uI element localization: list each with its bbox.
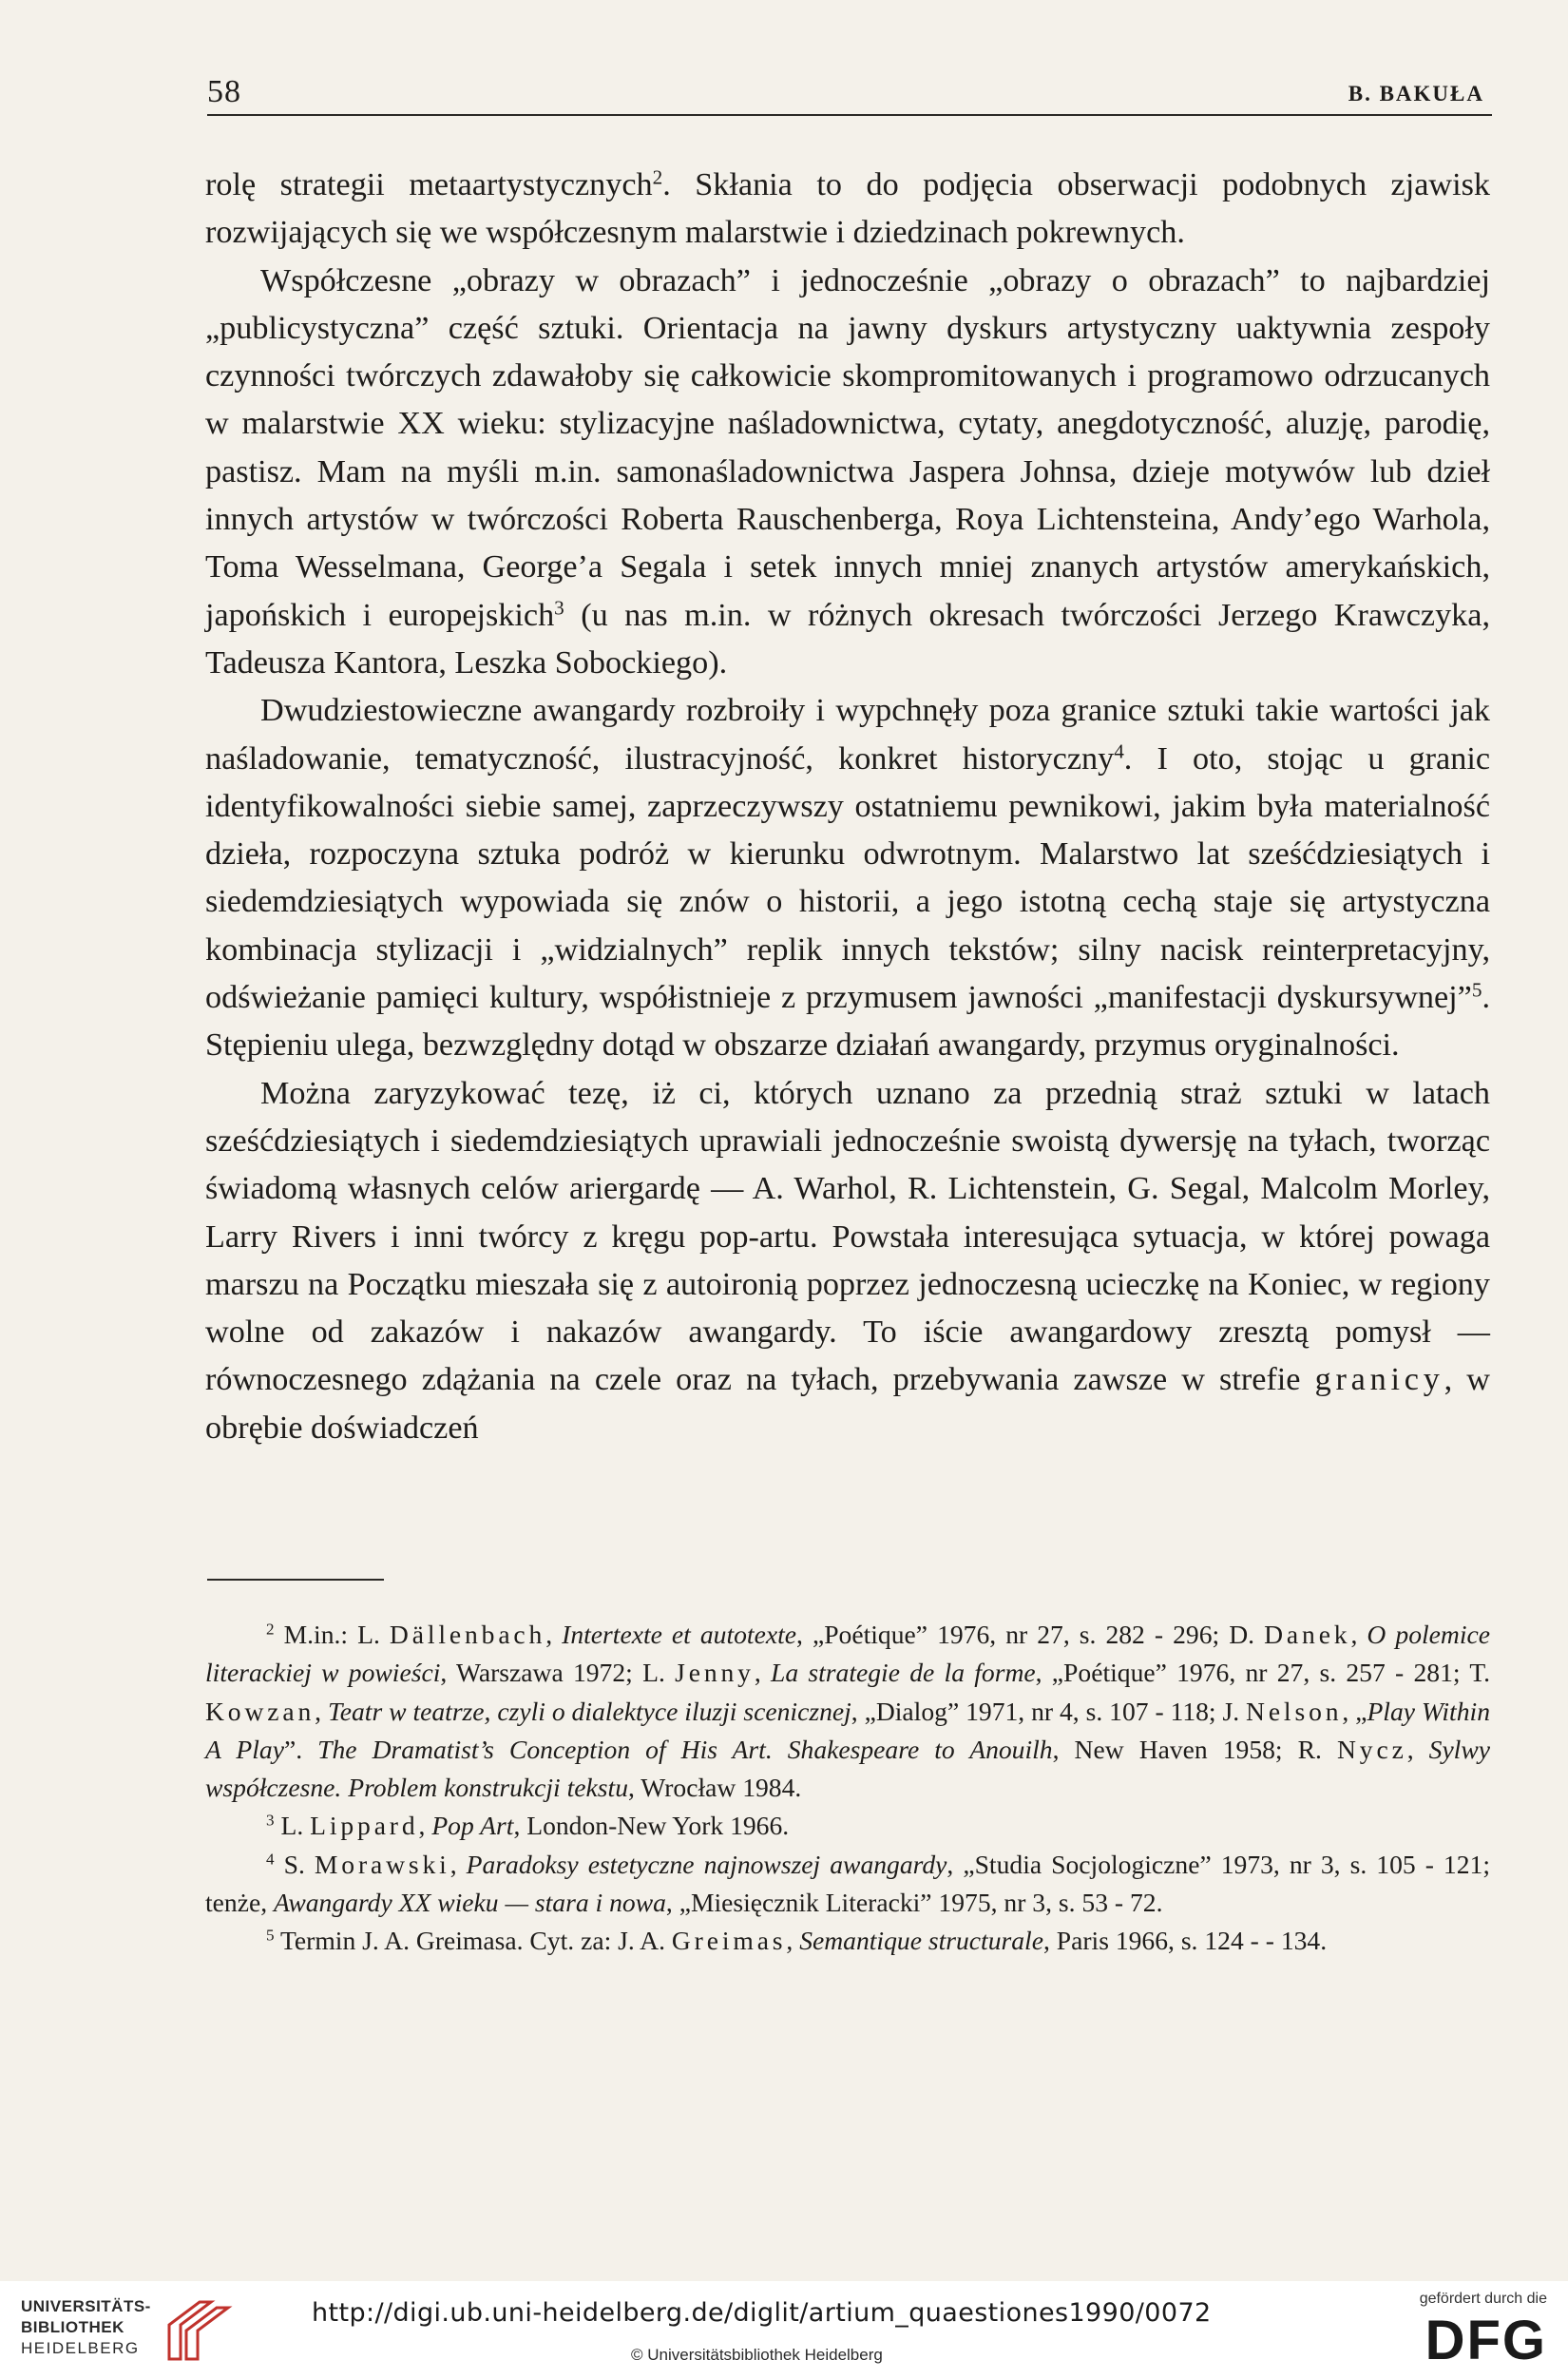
spaced-name: Morawski xyxy=(314,1849,450,1879)
body-text xyxy=(205,162,1490,1452)
text-run: , xyxy=(418,1811,432,1841)
text-run: , xyxy=(786,1926,800,1956)
text-run: , xyxy=(315,1696,328,1726)
italic-title: Teatr w teatrze, czyli o dialektyce iluzji scenicznej xyxy=(327,1696,851,1726)
text-run: M.in.: L. xyxy=(274,1620,390,1649)
footnote-separator xyxy=(207,1579,384,1581)
dfg-block xyxy=(1405,2291,1547,2371)
text-run: , xyxy=(754,1658,771,1688)
paragraph xyxy=(205,1070,1490,1452)
italic-title: Sylwy współczesne. Problem konstrukcji tekstu xyxy=(205,1734,1491,1803)
italic-title: Paradoksy estetyczne najnowszej awangardy xyxy=(466,1849,947,1879)
library-name-line: UNIVERSITÄTS- xyxy=(21,2297,151,2315)
text-run: , London-New York 1966. xyxy=(513,1811,790,1841)
text-run: Współczesne „obrazy w obrazach” i jednocześnie „obrazy o obrazach” to najbardziej „publicystyczna” część sztuki. Orientacja na jawny dyskurs artystyczny uaktywnia zespoły czynności twórczych zdawałoby się całkowicie skompromitowanych i programowo odrzucanych w malarstwie XX wieku: stylizacyjne naśladownictwa, cytaty, anegdotyczność, aluzję, parodię, pastisz. Mam na myśli m.in. samonaśladownictwa Jaspera Johnsa, dzieje motywów lub dzieł innych artystów w twórczości Roberta Rauschenberga, Roya Lichtensteina, Andy’ego Warhola, Toma Wesselmana, George’a Segala i setek innych mniej znanych artystów amerykańskich, japońskich i europejskich xyxy=(205,262,1490,633)
spaced-name: Greimas xyxy=(671,1926,787,1956)
italic-title: Semantique structurale xyxy=(799,1926,1043,1956)
text-run: Dwudziestowieczne awangardy rozbroiły i wypchnęły poza granice sztuki takie wartości jak naśladowanie, tematyczność, ilustracyjność, konkret historyczny xyxy=(205,693,1490,777)
library-logo xyxy=(21,2296,258,2368)
library-name-line: BIBLIOTHEK xyxy=(21,2318,124,2336)
text-run: , Warszawa 1972; L. xyxy=(440,1658,676,1688)
text-run: Można zaryzykować tezę, iż ci, których uznano za przednią straż sztuki w latach sześćdziesiątych i siedemdziesiątych uprawiali jednocześnie swoistą dywersję na tyłach, tworząc świadomą własnych celów ariergardę — A. Warhol, R. Lichtenstein, G. Segal, Malcolm Morley, Larry Rivers i inni twórcy z kręgu pop-artu. Powstała interesująca sytuacja, w której powaga marszu na Początku mieszała się z autoironią poprzez jednoczesną ucieczkę na Koniec, w regiony wolne od zakazów i nakazów awangardy. To iście awangardowy zresztą pomysł — równoczesnego zdążania na czele oraz na tyłach, przebywania zawsze w strefie xyxy=(205,1075,1490,1398)
copyright-notice: © Universitätsbibliothek Heidelberg xyxy=(631,2346,883,2364)
text-run: , w obrębie doświadczeń xyxy=(205,1362,1490,1446)
text-run: , xyxy=(1406,1734,1429,1764)
text-run: , Paris 1966, s. 124 - - 134. xyxy=(1042,1926,1328,1956)
italic-title: Intertexte et autotexte xyxy=(562,1620,797,1649)
note-reference: 4 xyxy=(266,1850,275,1869)
text-run: , xyxy=(1350,1620,1367,1649)
spaced-name: Nycz xyxy=(1337,1734,1407,1764)
text-run: . I oto, stojąc u granic identyfikowalności siebie samej, zaprzeczywszy ostatniemu pewnikowi, jakim była materialność dzieła, rozpoczyna sztuka podróż w kierunku odwrotnym. Malarstwo lat sześćdziesiątych i siedemdziesiątych wypowiada się znów o historii, a jego istotną cechą staje się artystyczna kombinacja stylizacji i „widzialnych” replik innych tekstów; silny nacisk reinterpretacyjny, odświeżanie pamięci kultury, współistnieje z przymusem jawności „manifestacji dyskursywnej” xyxy=(205,740,1490,1016)
spaced-name: Dällenbach xyxy=(389,1620,546,1649)
spaced-name: Lippard xyxy=(310,1811,419,1841)
page-number: 58 xyxy=(207,74,241,109)
library-emblem-icon xyxy=(162,2296,238,2365)
text-run: . Stępieniu ulega, bezwzględny dotąd w obszarze działań awangardy, przymus oryginalności. xyxy=(205,980,1490,1064)
italic-title: O polemice literackiej w powieści xyxy=(205,1620,1490,1688)
italic-title: La strategie de la forme xyxy=(770,1658,1036,1688)
text-run: , „Studia Socjologiczne” 1973, nr 3, s. 105 - 121; tenże, xyxy=(205,1849,1490,1918)
text-run: , Wrocław 1984. xyxy=(628,1773,802,1803)
note-reference: 3 xyxy=(554,596,564,620)
italic-title: Pop Art xyxy=(431,1811,514,1841)
spaced-name: Jenny xyxy=(675,1658,755,1688)
paragraph xyxy=(205,687,1490,1069)
note-reference: 4 xyxy=(1114,739,1124,762)
funding-note: gefördert durch die xyxy=(1419,2291,1547,2307)
text-run: (u nas m.in. w różnych okresach twórczości Jerzego Krawczyka, Tadeusza Kantora, Leszka Sobockiego). xyxy=(205,597,1490,681)
note-reference: 3 xyxy=(266,1812,275,1831)
note-reference: 5 xyxy=(1471,978,1482,1002)
spaced-name: Danek xyxy=(1264,1620,1351,1649)
text-run: , New Haven 1958; R. xyxy=(1052,1734,1337,1764)
italic-title: Play Within A Play xyxy=(205,1696,1490,1764)
text-run: , „ xyxy=(1342,1696,1367,1726)
text-run: , „Poétique” 1976, nr 27, s. 282 - 296; D. xyxy=(796,1620,1265,1649)
footnotes xyxy=(205,1616,1490,1961)
text-run: , „Miesięcznik Literacki” 1975, nr 3, s. 53 - 72. xyxy=(665,1888,1163,1918)
text-run: L. xyxy=(274,1811,311,1841)
footnote xyxy=(205,1616,1490,1807)
footnote xyxy=(205,1846,1490,1923)
text-run: rolę strategii metaartystycznych xyxy=(205,167,653,202)
source-url-link[interactable]: http://digi.ub.uni-heidelberg.de/diglit/artium_quaestiones1990/0072 xyxy=(312,2298,1212,2328)
text-run: , xyxy=(449,1849,467,1879)
text-run: . Skłania to do podjęcia obserwacji podobnych zjawisk rozwijających się we współczesnym malarstwie i dziedzinach pokrewnych. xyxy=(205,167,1490,251)
italic-title: Awangardy XX wieku — stara i nowa xyxy=(274,1888,666,1918)
note-reference: 2 xyxy=(652,165,663,189)
footnote xyxy=(205,1807,1490,1845)
page-header xyxy=(207,67,1492,114)
header-rule xyxy=(207,114,1492,116)
library-name-line: HEIDELBERG xyxy=(21,2339,140,2357)
paragraph xyxy=(205,162,1490,258)
text-run: , „Dialog” 1971, nr 4, s. 107 - 118; J. xyxy=(851,1696,1247,1726)
text-run: , xyxy=(545,1620,563,1649)
spaced-name: Kowzan xyxy=(205,1696,316,1726)
text-run: S. xyxy=(274,1849,315,1879)
footnote xyxy=(205,1922,1490,1960)
text-run: ”. xyxy=(283,1734,318,1764)
note-reference: 5 xyxy=(266,1926,275,1945)
text-run: , „Poétique” 1976, nr 27, s. 257 - 281; T. xyxy=(1035,1658,1491,1688)
library-name xyxy=(21,2296,151,2359)
italic-title: The Dramatist’s Conception of His Art. Shakespeare to Anouilh xyxy=(317,1734,1053,1764)
paragraph xyxy=(205,258,1490,688)
running-head: B. BAKUŁA xyxy=(1348,82,1484,106)
dfg-logo: DFG xyxy=(1425,2310,1547,2371)
text-run: Termin J. A. Greimasa. Cyt. za: J. A. xyxy=(274,1926,672,1956)
digitization-footer xyxy=(0,2281,1568,2379)
spaced-name: Nelson xyxy=(1246,1696,1343,1726)
spaced-name: granicy xyxy=(1314,1362,1444,1398)
note-reference: 2 xyxy=(266,1620,275,1639)
